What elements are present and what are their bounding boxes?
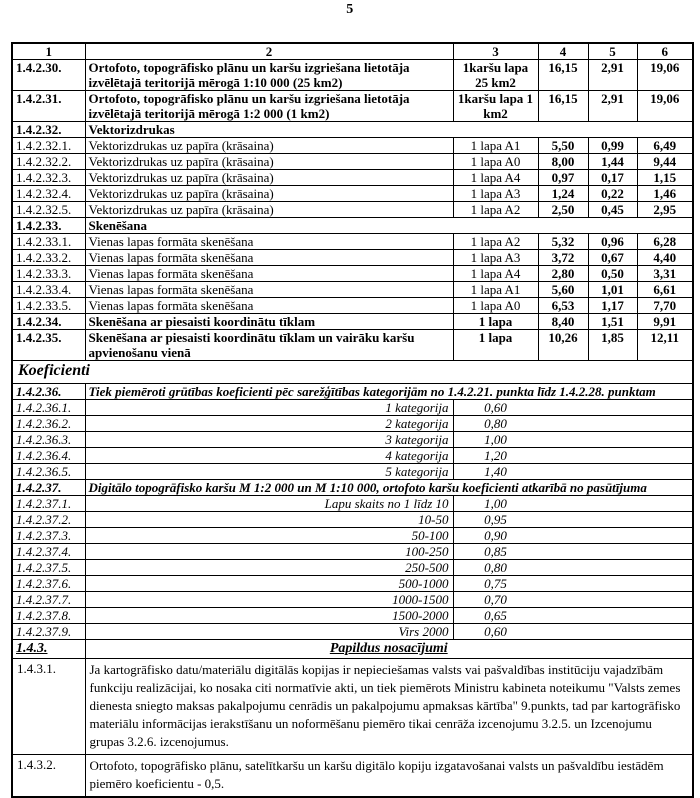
- table-row-1-4-2-33-3: [12, 266, 693, 282]
- row-unit: 1 lapa A0: [453, 154, 538, 170]
- table-row-1-4-2-33-2: [12, 250, 693, 266]
- row-code: 1.4.2.36.4.: [12, 448, 85, 464]
- coefficient-value-cell: [453, 432, 693, 448]
- row-unit: 1 lapa A1: [453, 138, 538, 154]
- row-vat: 1,51: [588, 314, 637, 330]
- row-description: Ortofoto, topogrāfisko plānu un karšu izgriešana lietotāja izvēlētajā teritorijā mērogā 1:10 000 (25 km2): [85, 60, 453, 91]
- table-row-1-4-2-37-8: [12, 608, 693, 624]
- table-row-1-4-2-37-2: [12, 512, 693, 528]
- table-row-colhead: [12, 43, 693, 60]
- row-total: 6,61: [637, 282, 693, 298]
- row-code: 1.4.2.32.2.: [12, 154, 85, 170]
- table-row-1-4-2-31: [12, 91, 693, 122]
- row-price: 0,97: [538, 170, 588, 186]
- coefficient-value: 0,80: [484, 416, 507, 431]
- row-description: Vektorizdrukas uz papīra (krāsaina): [85, 186, 453, 202]
- price-table: [11, 42, 694, 798]
- table-row-1-4-2-37-9: [12, 624, 693, 640]
- row-vat: 1,44: [588, 154, 637, 170]
- row-description: Vienas lapas formāta skenēšana: [85, 282, 453, 298]
- row-total: 6,28: [637, 234, 693, 250]
- row-code: 1.4.2.32.5.: [12, 202, 85, 218]
- row-total: 2,95: [637, 202, 693, 218]
- row-vat: 0,45: [588, 202, 637, 218]
- note-text: Ortofoto, topogrāfisko plānu, satelītkaršu un karšu digitālo kopiju izgatavošanai valsts un pašvaldību iestādēm piemēro koeficientu - 0,5.: [85, 755, 693, 798]
- row-vat: 2,91: [588, 91, 637, 122]
- row-code: 1.4.2.32.: [12, 122, 85, 138]
- coefficient-label: 4 kategorija: [85, 448, 453, 464]
- row-price: 16,15: [538, 60, 588, 91]
- column-header-5: 5: [588, 43, 637, 60]
- row-vat: 0,50: [588, 266, 637, 282]
- row-code: 1.4.2.36.3.: [12, 432, 85, 448]
- column-header-1: 1: [12, 43, 85, 60]
- table-row-1-4-3-1: [12, 659, 693, 755]
- coefficient-value-cell: [453, 528, 693, 544]
- row-price: 2,80: [538, 266, 588, 282]
- row-unit: 1karšu lapa 25 km2: [453, 60, 538, 91]
- coefficient-value: 0,75: [484, 576, 507, 591]
- table-row-1-4-2-32-3: [12, 170, 693, 186]
- coefficient-value: 0,90: [484, 528, 507, 543]
- row-code: 1.4.3.1.: [12, 659, 85, 755]
- row-code: 1.4.2.37.: [12, 480, 85, 496]
- coefficient-value: 0,95: [484, 512, 507, 527]
- coefficient-label: 50-100: [85, 528, 453, 544]
- column-header-4: 4: [538, 43, 588, 60]
- row-price: 6,53: [538, 298, 588, 314]
- coefficient-value: 0,80: [484, 560, 507, 575]
- row-code: 1.4.2.37.8.: [12, 608, 85, 624]
- row-code: 1.4.2.37.5.: [12, 560, 85, 576]
- row-vat: 0,17: [588, 170, 637, 186]
- row-unit: 1 lapa A1: [453, 282, 538, 298]
- row-code: 1.4.2.31.: [12, 91, 85, 122]
- coefficient-value: 0,70: [484, 592, 507, 607]
- row-description: Vektorizdrukas uz papīra (krāsaina): [85, 154, 453, 170]
- coefficient-value-cell: [453, 544, 693, 560]
- table-row-1-4-2-37: [12, 480, 693, 496]
- table-row-1-4-2-32-5: [12, 202, 693, 218]
- row-price: 16,15: [538, 91, 588, 122]
- row-code: 1.4.2.36.: [12, 384, 85, 400]
- coefficient-value: 0,60: [484, 400, 507, 415]
- table-row-1-4-2-32-2: [12, 154, 693, 170]
- row-description: Vienas lapas formāta skenēšana: [85, 250, 453, 266]
- coefficients-section-title: Koeficienti: [12, 361, 693, 384]
- table-row-1-4-2-33-1: [12, 234, 693, 250]
- row-code: 1.4.2.33.5.: [12, 298, 85, 314]
- row-unit: 1 lapa A2: [453, 234, 538, 250]
- coefficient-label: 10-50: [85, 512, 453, 528]
- coefficient-label: 1 kategorija: [85, 400, 453, 416]
- row-vat: 0,67: [588, 250, 637, 266]
- table-row-1-4-2-32: [12, 122, 693, 138]
- coefficient-label: 500-1000: [85, 576, 453, 592]
- section-title: Vektorizdrukas: [85, 122, 693, 138]
- coefficient-value: 1,00: [484, 496, 507, 511]
- coefficient-value-cell: [453, 496, 693, 512]
- coefficient-label: 1000-1500: [85, 592, 453, 608]
- row-code: 1.4.2.37.1.: [12, 496, 85, 512]
- row-price: 8,40: [538, 314, 588, 330]
- row-total: 3,31: [637, 266, 693, 282]
- row-unit: 1karšu lapa 1 km2: [453, 91, 538, 122]
- table-row-1-4-2-37-4: [12, 544, 693, 560]
- row-price: 5,32: [538, 234, 588, 250]
- table-row-1-4-2-37-6: [12, 576, 693, 592]
- row-vat: 2,91: [588, 60, 637, 91]
- table-row-1-4-2-35: [12, 330, 693, 361]
- coefficient-label: 250-500: [85, 560, 453, 576]
- row-vat: 0,96: [588, 234, 637, 250]
- row-description: Vektorizdrukas uz papīra (krāsaina): [85, 202, 453, 218]
- row-price: 2,50: [538, 202, 588, 218]
- coefficient-value-cell: [453, 624, 693, 640]
- row-code: 1.4.2.30.: [12, 60, 85, 91]
- row-price: 5,50: [538, 138, 588, 154]
- row-unit: 1 lapa A3: [453, 250, 538, 266]
- row-total: 1,46: [637, 186, 693, 202]
- row-vat: 1,17: [588, 298, 637, 314]
- table-row-1-4-2-36-2: [12, 416, 693, 432]
- row-unit: 1 lapa: [453, 314, 538, 330]
- row-code: 1.4.2.33.4.: [12, 282, 85, 298]
- row-code: 1.4.2.36.1.: [12, 400, 85, 416]
- coefficient-label: Lapu skaits no 1 līdz 10: [85, 496, 453, 512]
- row-code: 1.4.2.32.3.: [12, 170, 85, 186]
- table-row-1-4-2-33-4: [12, 282, 693, 298]
- row-total: 1,15: [637, 170, 693, 186]
- row-code: 1.4.2.37.6.: [12, 576, 85, 592]
- table-row-1-4-2-36-3: [12, 432, 693, 448]
- row-unit: 1 lapa A0: [453, 298, 538, 314]
- coefficient-value-cell: [453, 592, 693, 608]
- row-code: 1.4.2.33.3.: [12, 266, 85, 282]
- row-total: 19,06: [637, 60, 693, 91]
- row-code: 1.4.2.33.: [12, 218, 85, 234]
- row-description: Vienas lapas formāta skenēšana: [85, 266, 453, 282]
- coefficient-value: 0,65: [484, 608, 507, 623]
- coefficient-label: 100-250: [85, 544, 453, 560]
- coefficient-value-cell: [453, 512, 693, 528]
- coefficient-label: 1500-2000: [85, 608, 453, 624]
- coefficient-value: 0,85: [484, 544, 507, 559]
- row-description: Ortofoto, topogrāfisko plānu un karšu izgriešana lietotāja izvēlētajā teritorijā mērogā 1:2 000 (1 km2): [85, 91, 453, 122]
- coefficient-description: Digitālo topogrāfisko karšu M 1:2 000 un M 1:10 000, ortofoto karšu koeficienti atkarībā no pasūtījuma: [85, 480, 693, 496]
- row-total: 4,40: [637, 250, 693, 266]
- row-vat: 0,22: [588, 186, 637, 202]
- coefficient-value: 1,40: [484, 464, 507, 479]
- row-code: 1.4.2.32.4.: [12, 186, 85, 202]
- row-code: 1.4.2.33.2.: [12, 250, 85, 266]
- table-row-1-4-2-32-4: [12, 186, 693, 202]
- table-row-1-4-2-30: [12, 60, 693, 91]
- row-code: 1.4.2.37.9.: [12, 624, 85, 640]
- table-row-1-4-2-36: [12, 384, 693, 400]
- row-unit: 1 lapa A3: [453, 186, 538, 202]
- table-row-1-4-2-36-4: [12, 448, 693, 464]
- row-description: Skenēšana ar piesaisti koordinātu tīklam un vairāku karšu apvienošanu vienā: [85, 330, 453, 361]
- row-price: 1,24: [538, 186, 588, 202]
- column-header-3: 3: [453, 43, 538, 60]
- row-code: 1.4.2.36.2.: [12, 416, 85, 432]
- table-row-1-4-2-37-5: [12, 560, 693, 576]
- row-code: 1.4.2.36.5.: [12, 464, 85, 480]
- row-code: 1.4.2.37.4.: [12, 544, 85, 560]
- table-row-1-4-2-33-5: [12, 298, 693, 314]
- table-row-1-4-3: [12, 640, 693, 659]
- page-number: 5: [346, 2, 354, 17]
- row-price: 3,72: [538, 250, 588, 266]
- row-price: 5,60: [538, 282, 588, 298]
- row-total: 6,49: [637, 138, 693, 154]
- table-row-1-4-2-37-7: [12, 592, 693, 608]
- table-row-1-4-2-37-1: [12, 496, 693, 512]
- row-code: 1.4.2.35.: [12, 330, 85, 361]
- coefficient-value-cell: [453, 608, 693, 624]
- row-code: 1.4.2.33.1.: [12, 234, 85, 250]
- column-header-2: 2: [85, 43, 453, 60]
- row-unit: 1 lapa: [453, 330, 538, 361]
- row-code: 1.4.2.34.: [12, 314, 85, 330]
- row-total: 7,70: [637, 298, 693, 314]
- table-row-1-4-2-32-1: [12, 138, 693, 154]
- coefficient-label: 5 kategorija: [85, 464, 453, 480]
- coefficient-value-cell: [453, 464, 693, 480]
- coefficient-value-cell: [453, 448, 693, 464]
- coefficient-value-cell: [453, 560, 693, 576]
- row-vat: 0,99: [588, 138, 637, 154]
- row-description: Vienas lapas formāta skenēšana: [85, 298, 453, 314]
- row-description: Skenēšana ar piesaisti koordinātu tīklam: [85, 314, 453, 330]
- row-price: 8,00: [538, 154, 588, 170]
- coefficient-label: Virs 2000: [85, 624, 453, 640]
- section-title: Skenēšana: [85, 218, 693, 234]
- row-unit: 1 lapa A4: [453, 170, 538, 186]
- row-total: 9,91: [637, 314, 693, 330]
- row-vat: 1,01: [588, 282, 637, 298]
- row-description: Vektorizdrukas uz papīra (krāsaina): [85, 170, 453, 186]
- notes-section-title: Papildus nosacījumi: [85, 640, 693, 659]
- coefficient-value-cell: [453, 400, 693, 416]
- coefficient-value-cell: [453, 576, 693, 592]
- table-row-1-4-2-36-5: [12, 464, 693, 480]
- row-description: Vienas lapas formāta skenēšana: [85, 234, 453, 250]
- coefficient-value-cell: [453, 416, 693, 432]
- row-code: 1.4.2.32.1.: [12, 138, 85, 154]
- table-row-1-4-3-2: [12, 755, 693, 798]
- coefficient-label: 2 kategorija: [85, 416, 453, 432]
- row-price: 10,26: [538, 330, 588, 361]
- column-header-6: 6: [637, 43, 693, 60]
- coefficient-value: 1,00: [484, 432, 507, 447]
- table-row-1-4-2-37-3: [12, 528, 693, 544]
- row-code: 1.4.2.37.2.: [12, 512, 85, 528]
- row-vat: 1,85: [588, 330, 637, 361]
- note-text: Ja kartogrāfisko datu/materiālu digitālās kopijas ir nepieciešamas valsts vai pašvaldības institūciju vajadzībām funkciju realizācijai, ko nosaka citi normatīvie akti, un tiek piemērots Ministru kabineta noteikumu "Valsts zemes dienesta sniegto maksas pakalpojumu cenrādis un pakalpojumu apmaksas kārtība" 9.punkts, tad par kartogrāfisko materiālu informācijas ierakstīšanu un noformēšanu piemēro tikai cenrāža izcenojumu 3.2.5. un Izcenojumu grupas 3.2.6. izcenojumus.: [85, 659, 693, 755]
- coefficient-value: 1,20: [484, 448, 507, 463]
- row-description: Vektorizdrukas uz papīra (krāsaina): [85, 138, 453, 154]
- coefficient-label: 3 kategorija: [85, 432, 453, 448]
- table-row-1-4-2-36-1: [12, 400, 693, 416]
- row-unit: 1 lapa A4: [453, 266, 538, 282]
- row-total: 9,44: [637, 154, 693, 170]
- row-total: 12,11: [637, 330, 693, 361]
- coefficient-value: 0,60: [484, 624, 507, 639]
- row-unit: 1 lapa A2: [453, 202, 538, 218]
- table-row-coef_title: [12, 361, 693, 384]
- row-code: 1.4.3.: [12, 640, 85, 659]
- row-code: 1.4.3.2.: [12, 755, 85, 798]
- row-code: 1.4.2.37.3.: [12, 528, 85, 544]
- row-code: 1.4.2.37.7.: [12, 592, 85, 608]
- row-total: 19,06: [637, 91, 693, 122]
- table-row-1-4-2-33: [12, 218, 693, 234]
- table-row-1-4-2-34: [12, 314, 693, 330]
- coefficient-description: Tiek piemēroti grūtības koeficienti pēc sarežģītības kategorijām no 1.4.2.21. punkta līdz 1.4.2.28. punktam: [85, 384, 693, 400]
